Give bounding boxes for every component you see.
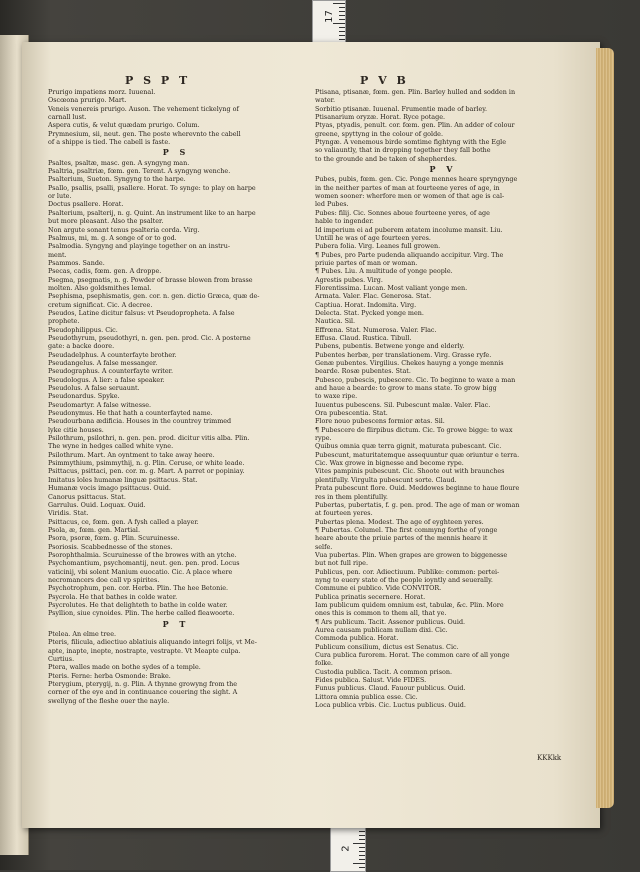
entry-line: Pteris, filicula, adiectiuo ablatiuis aliquando integri folijs, vt Me- — [48, 638, 257, 647]
entry-line: Fides publica. Salust. Vide FIDES. — [315, 676, 427, 685]
entry-line: Psephisma, psephismatis, gen. cor. n. gen. dictio Græca, quæ de- — [48, 292, 260, 301]
entry-line: Psammos. Sande. — [48, 258, 105, 267]
entry-line: Psyllion, siue cynoides. Plin. The herbe called fleawoorte. — [48, 609, 235, 618]
entry-line: so valiauntly, that in dropping together they fall bothe — [315, 146, 491, 155]
entry-line: folke. — [315, 659, 333, 668]
entry-line: prophete. — [48, 317, 80, 326]
entry-line: plentifully. Virgulta pubescunt sorte. Claud. — [315, 475, 457, 484]
entry-line: to waxe ripe. — [315, 392, 358, 401]
entry-line: Pseudologus. A lier: a false speaker. — [48, 375, 165, 384]
entry-line: corner of the eye and in continuance couering the sight. A — [48, 688, 238, 697]
entry-line: Iuuentus pubescens. Sil. Pubescunt malæ. Valer. Flac. — [315, 400, 491, 409]
ruler-tick — [339, 15, 345, 16]
entry-line: Ptera, walles made on bothe sydes of a temple. — [48, 663, 201, 672]
ruler-tick — [339, 27, 345, 28]
entry-line: Aspera cutis, & velut quædam prurigo. Colum. — [48, 121, 200, 130]
entry-line: Pseudophilippus. Cic. — [48, 325, 118, 334]
entry-line: Pseudangelus. A false messanger. — [48, 359, 158, 367]
entry-line: but more pleasant. Also the psalter. — [48, 217, 164, 226]
entry-line: to the grounde and be taken of shepherdes. — [315, 154, 457, 163]
entry-line: selfe. — [315, 542, 333, 551]
entry-line: Ptisanarium oryzæ. Horat. Ryce potage. — [315, 113, 446, 122]
entry-line: Funus publicus. Claud. Fauour publicus. Ouid. — [315, 684, 466, 693]
entry-line: Publica prinatis secernere. Horat. — [315, 592, 426, 601]
entry-line: Imitatus loles humanæ linguæ psittacus. Stat. — [48, 475, 198, 484]
entry-line: ¶ Pubes, pro Parte pudenda aliquando accipitur. Virg. The — [315, 250, 504, 259]
entry-line: Vua pubertas. Plin. When grapes are growen to biggenesse — [315, 550, 508, 559]
entry-line: Pseudomartyr. A false witnesse. — [48, 400, 152, 409]
entry-line: Id imperium ei ad puberem ætatem incolume mansit. Liu. — [315, 225, 503, 234]
entry-line: Cic. Wax growe in bignesse and become rype. — [315, 459, 464, 468]
entry-line: Psalmodia. Syngyng and playinge together on an instru- — [48, 242, 231, 251]
entry-line: Pubescunt, maturitatemque assequuntur quæ oriuntur e terra. — [315, 450, 520, 459]
entry-line: Pubertas plena. Modest. The age of eyghteen yeres. — [315, 517, 484, 526]
entry-line: Armata. Valer. Flac. Generosa. Stat. — [315, 292, 432, 301]
entry-line: Pseudonardus. Spyke. — [48, 392, 120, 401]
entry-line: Cura publica furorem. Horat. The common care of all yonge — [315, 651, 510, 660]
entry-line: Pubertas, pubertatis, f. g. pen. prod. The age of man or woman — [315, 500, 520, 509]
entry-line: Psegma, psegmatis, n. g. Powder of brasse blowen from brasse — [48, 275, 253, 284]
entry-line: Psalterium, Sueton. Syngyng to the harpe. — [48, 175, 186, 184]
entry-line: Littora omnia publica esse. Cic. — [315, 692, 418, 701]
entry-line: greene, spyttyng in the colour of golde. — [315, 129, 443, 138]
entry-line: The wyne in hedges called white vyne. — [48, 442, 174, 451]
signature-mark: KKKkk — [537, 754, 562, 762]
ruler-tick — [339, 7, 345, 8]
entry-line: Pseudadelphus. A counterfayte brother. — [48, 350, 177, 359]
entry-line: vaticinij, vbi solent Manium euocatio. Cic. A place where — [48, 567, 233, 576]
entry-line: Nautica. Sil. — [315, 317, 356, 326]
entry-line: molten. Also goldsmithes lemal. — [48, 283, 152, 292]
entry-line: Psittacus, psittaci, pen. cor. m. g. Mart. A parret or popiniay. — [48, 467, 245, 476]
entry-line: Sorbitio ptisanæ. Iuuenal. Frumentie made of barley. — [315, 104, 488, 113]
ruler-tick — [359, 855, 365, 856]
entry-line: at fourteen yeres. — [315, 509, 373, 518]
entry-line: Prata pubescunt flore. Ouid. Meddowes beginne to haue floure — [315, 484, 520, 493]
entry-line: Ptisana, ptisanæ, fœm. gen. Plin. Barley hulled and sodden in — [315, 88, 516, 96]
entry-line: swellyng of the fleshe ouer the nayle. — [48, 696, 170, 705]
ruler-tick — [333, 3, 345, 4]
ruler-tick — [359, 859, 365, 860]
ruler-tick — [339, 35, 345, 36]
entry-line: Pubera folia. Virg. Leanes full growen. — [315, 242, 441, 251]
section-heading: P S — [162, 148, 190, 157]
entry-line: Psaltria, psaltriæ, fœm. gen. Terent. A syngyng wenche. — [48, 167, 231, 176]
entry-line: Effusa. Claud. Rustica. Tibull. — [315, 333, 412, 342]
entry-line: apte, inapte, inepte, nostrapte, vestrapte. Vt Meapte culpa. — [48, 646, 241, 655]
text-column-left — [48, 88, 304, 705]
entry-line: Ptyas, ptyadis, penult. cor. fœm. gen. Plin. An adder of colour — [315, 121, 515, 130]
entry-line: Psychomantium, psychomantij, neut. gen. pen. prod. Locus — [48, 559, 240, 568]
entry-line: ¶ Pubescere de flirpibus dictum. Cic. To growe bigge: to wax — [315, 425, 513, 434]
entry-line: carnall lust. — [48, 113, 87, 122]
entry-line: Ora pubescentia. Stat. — [315, 409, 388, 418]
entry-line: cretum significat. Cic. A decree. — [48, 300, 153, 309]
entry-line: Agrestis pubes. Virg. — [315, 275, 383, 284]
entry-line: Psilothrum, psilothri, n. gen. pen. prod. dicitur vitis alba. Plin. — [48, 434, 250, 443]
entry-line: water. — [315, 96, 336, 105]
entry-line: led Pubes. — [315, 200, 349, 209]
entry-line: Viridis. Stat. — [48, 509, 89, 518]
entry-line: Commune ei publico. Vide CONVITOR. — [315, 584, 442, 593]
entry-line: Pterygium, pterygij, n. g. Plin. A thynne growyng from the — [48, 680, 237, 689]
entry-line: Florentissima. Lucan. Most valiant yonge men. — [315, 283, 468, 292]
entry-line: Untill he was of age fourteen yeres. — [315, 233, 431, 242]
entry-line: Delecta. Stat. Pycked yonge men. — [315, 308, 424, 317]
entry-line: Psoriosis. Scabbednesse of the stones. — [48, 542, 173, 551]
entry-line: Humanæ vocis imago psittacus. Ouid. — [48, 484, 171, 493]
entry-line: women sooner: wherfore men or women of that age is cal- — [315, 192, 505, 201]
entry-line: Pubens, pubentis. Betwene yonge and elderly. — [315, 342, 465, 351]
entry-line: and haue a bearde: to grow to mans state. To grow bigg — [315, 384, 497, 393]
entry-line: nyng to euery state of the people ioyntly and seuerally. — [315, 575, 493, 584]
entry-line: Curtius. — [48, 655, 75, 664]
text-column-right — [315, 88, 571, 709]
entry-line: Psalmus, mi, m. g. A songe of or to god. — [48, 233, 177, 242]
entry-line: Genæ pubentes. Virgilius. Chekes hauyng a yonge mennis — [315, 359, 504, 367]
entry-line: Pseudonymus. He that hath a counterfayted name. — [48, 409, 213, 418]
entry-line: ¶ Pubertas. Columel. The first commyng forthe of yonge — [315, 525, 498, 534]
ruler-tick — [359, 835, 365, 836]
entry-line: Psycrolutes. He that delighteth to bathe in colde water. — [48, 600, 228, 609]
entry-line: Pseudolus. A false seruaunt. — [48, 384, 140, 393]
entry-line: Pseudographus. A counterfayte writer. — [48, 367, 174, 376]
entry-line: res in them plentifully. — [315, 492, 388, 501]
entry-line: Psychotrophum, pen. cor. Herba. Plin. The hee Betonie. — [48, 584, 229, 593]
entry-line: Ptelea. An elme tree. — [48, 630, 117, 638]
ruler-tick — [359, 839, 365, 840]
ruler-tick — [359, 867, 365, 868]
running-header-left: P S P T — [125, 74, 191, 87]
entry-line: Quibus omnia quæ terra gignit, maturata pubescant. Cic. — [315, 442, 502, 451]
running-header-right: P V B — [360, 74, 409, 87]
entry-line: Pubentes herbæ, per translationem. Virg. Grasse ryfe. — [315, 350, 492, 359]
entry-line: Prurigo impatiens morz. Iuuenal. — [48, 88, 156, 96]
entry-line: hable to ingender. — [315, 217, 374, 226]
entry-line: rype. — [315, 434, 332, 443]
entry-line: Psycrola. He that bathes in colde water. — [48, 592, 178, 601]
entry-line: Custodia publica. Tacit. A common prison. — [315, 667, 452, 676]
entry-line: Commoda publica. Horat. — [315, 634, 399, 643]
entry-line: Psilothrum. Mart. An oyntment to take away heere. — [48, 450, 215, 459]
entry-line: of a shippe is tied. The cabell is faste. — [48, 138, 171, 147]
entry-line: Iam publicum quidem omnium est, tabulæ, &c. Plin. More — [315, 600, 504, 609]
entry-line: Publicum consilium, dictus est Senatus. Cic. — [315, 642, 459, 651]
ruler-tick — [339, 39, 345, 40]
ruler-bottom-label: 2 — [340, 845, 352, 852]
entry-line: Pseudothyrum, pseudothyri, n. gen. pen. prod. Cic. A posterne — [48, 333, 251, 342]
entry-line: Flore nouo pubescens formior ætas. Sil. — [315, 417, 445, 426]
entry-line: priuie partes of man or woman. — [315, 258, 418, 267]
entry-line: Psora, psoræ, fœm. g. Plin. Scuruinesse. — [48, 534, 180, 543]
ruler-tick — [339, 31, 345, 32]
entry-line: Doctus psallere. Horat. — [48, 200, 124, 209]
section-heading: P V — [429, 165, 457, 174]
ruler-tick — [333, 23, 345, 24]
ruler-top — [312, 0, 346, 46]
entry-line: Psittacus, ce, fœm. gen. A fysh called a player. — [48, 517, 199, 526]
entry-line: heare aboute the priuie partes of the mennis heare it — [315, 534, 488, 543]
entry-line: Psola, æ, fœm. gen. Martial. — [48, 525, 141, 534]
entry-line: ones this is common to them all, that ye. — [315, 609, 447, 618]
entry-line: Publicus, pen. cor. Adiectiuum. Publike: common: pertei- — [315, 567, 500, 576]
entry-line: ¶ Pubes. Liu. A multitude of yonge people. — [315, 267, 453, 276]
entry-line: Pseudourbana ædificia. Houses in the countrey trimmed — [48, 417, 232, 426]
entry-line: Psaltes, psaltæ, masc. gen. A syngyng man. — [48, 158, 190, 167]
entry-line: Pubes, pubis, fœm. gen. Cic. Ponge mennes heare spryngynge — [315, 175, 518, 184]
ruler-tick — [359, 851, 365, 852]
entry-line: Oscœona prurigo. Mart. — [48, 96, 127, 105]
entry-line: Ptyngæ. A venemous birde somtime fightyng with the Egle — [315, 138, 506, 147]
ruler-tick — [353, 843, 365, 844]
entry-line: in the neither partes of man at fourteene yeres of age, in — [315, 183, 500, 192]
entry-line: Psecas, cadis, fœm. gen. A droppe. — [48, 267, 162, 276]
entry-line: necromancers doe call vp spirites. — [48, 575, 160, 584]
entry-line: Pteris. Ferne: herba Osmonde: Brake. — [48, 671, 171, 680]
entry-line: Aurea causam publicam nullam dixi. Cic. — [315, 626, 448, 634]
ruler-tick — [339, 19, 345, 20]
entry-line: or lute. — [48, 192, 72, 201]
entry-line: Pubesco, pubescis, pubescere. Cic. To beginne to waxe a man — [315, 375, 516, 384]
section-heading: P T — [162, 619, 190, 628]
entry-line: Captiua. Horat. Indomita. Virg. — [315, 300, 417, 309]
entry-line: Psalterium, psalterij, n. g. Quint. An instrument like to an harpe — [48, 208, 256, 217]
entry-line: Garrulus. Ouid. Loquax. Ouid. — [48, 500, 146, 509]
ruler-top-label: 17 — [323, 10, 335, 23]
entry-line: Psallo, psallis, psalli, psallere. Horat. To synge: to play on harpe — [48, 183, 256, 192]
entry-line: Loca publica vrbis. Cic. Luctus publicus. Ouid. — [315, 701, 466, 710]
entry-line: Non argute sonant tenus psalteria corda. Virg. — [48, 225, 200, 234]
entry-line: Psimmythium, psimmythij, n. g. Plin. Ceruse, or white leade. — [48, 459, 245, 468]
entry-line: Psorophthalmia. Scuruinesse of the browes with an ytche. — [48, 550, 237, 559]
page-edge-stack — [596, 48, 614, 808]
ruler-tick — [359, 847, 365, 848]
ruler-tick — [339, 11, 345, 12]
entry-line: but not full ripe. — [315, 559, 368, 568]
entry-line: Vites pampinis pubescunt. Cic. Shoote out with braunches — [315, 467, 505, 476]
entry-line: Veneis venereis prurigo. Auson. The vehement tickelyng of — [48, 104, 239, 113]
entry-line: Pubes: filij. Cic. Sonnes aboue fourteene yeres, of age — [315, 208, 490, 217]
entry-line: Canorus psittacus. Stat. — [48, 492, 126, 501]
entry-line: ment. — [48, 250, 67, 259]
entry-line: bearde. Rosæ pubentes. Stat. — [315, 367, 411, 376]
entry-line: Prymnesium, sii, neut. gen. The poste wherevnto the cabell — [48, 129, 241, 138]
ruler-tick — [353, 863, 365, 864]
entry-line: gate: a backe doore. — [48, 342, 115, 351]
entry-line: lyke citie houses. — [48, 425, 104, 434]
entry-line: Pseudos, Latine dicitur falsus: vt Pseudopropheta. A false — [48, 308, 235, 317]
entry-line: Effrœna. Stat. Numerosa. Valer. Flac. — [315, 325, 437, 334]
entry-line: ¶ Ars publicum. Tacit. Assenor publicus. Ouid. — [315, 617, 466, 626]
ruler-tick — [359, 831, 365, 832]
